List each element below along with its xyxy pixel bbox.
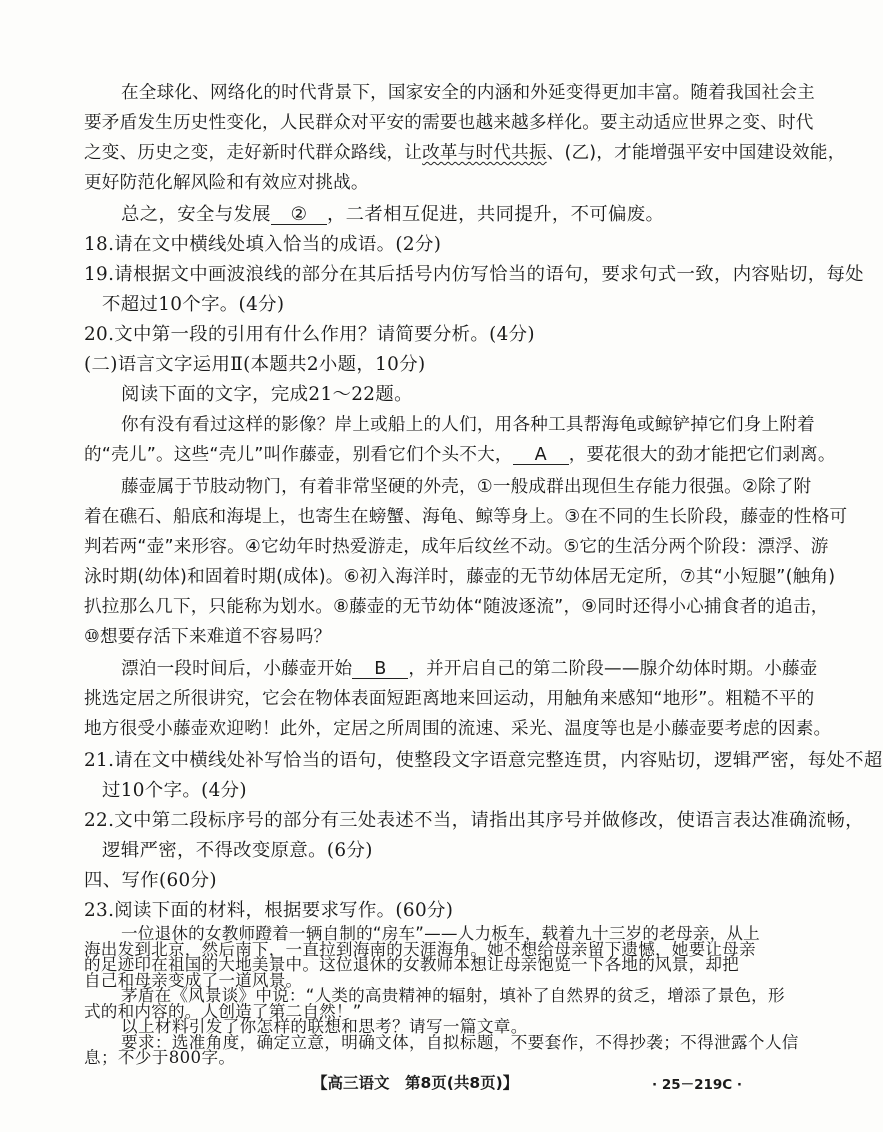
- question-19: 19.请根据文中画波浪线的部分在其后括号内仿写恰当的语句，要求句式一致，内容贴切，每处: [84, 264, 864, 285]
- passage-line: [84, 658, 818, 680]
- question-18: 18.请在文中横线处填入恰当的成语。(2分): [84, 234, 442, 255]
- passage-line: 地方很受小藤壶欢迎哟！此外，定居之所周围的流速、采光、温度等也是小藤壶要考虑的因素。: [84, 719, 832, 739]
- passage-line: [84, 142, 846, 164]
- text-span: 的“壳儿”。这些“壳儿”叫作藤壶，别看它们个头不大，: [84, 445, 513, 465]
- material-line: 的足迹印在祖国的大地美景中。这位退休的女教师本想让母亲饱览一下各地的风景，却把: [84, 955, 739, 974]
- question-22-cont: 逻辑严密，不得改变原意。(6分): [102, 840, 373, 861]
- prompt-line: 以上材料引发了你怎样的联想和思考？请写一篇文章。: [121, 1017, 528, 1036]
- wavy-underlined-text: 改革与时代共振: [422, 143, 547, 163]
- page-footer-code: · 25－219C ·: [652, 1077, 743, 1093]
- text-span: ，并开启自己的第二阶段——腺介幼体时期。小藤壶: [408, 659, 818, 679]
- instruction-line: 阅读下面的文字，完成21～22题。: [121, 384, 413, 405]
- question-21: 21.请在文中横线处补写恰当的语句，使整段文字语意完整连贯，内容贴切，逻辑严密，每处不超: [84, 750, 883, 771]
- passage-line: 判若两“壶”来形容。④它幼年时热爱游走，成年后纹丝不动。⑤它的生活分两个阶段：漂浮、游: [84, 537, 829, 557]
- question-21-cont: 过10个字。(4分): [102, 780, 247, 801]
- passage-line: ⑩想要存活下来难道不容易吗？: [84, 627, 332, 647]
- text-span: 之变、历史之变，走好新时代群众路线，让: [84, 143, 423, 163]
- passage-line: 要矛盾发生历史性变化，人民群众对平安的需要也越来越多样化。要主动适应世界之变、时代: [84, 113, 814, 133]
- answer-blank[interactable]: B: [352, 660, 408, 679]
- quote-line: 式的和内容的。人创造了第二自然！”: [84, 1001, 362, 1021]
- material-line: 一位退休的女教师蹬着一辆自制的“房车”——人力板车，载着九十三岁的老母亲，从上: [121, 924, 760, 943]
- material-line: 海出发到北京，然后南下，一直拉到海南的天涯海角。她不想给母亲留下遗憾，她要让母亲: [84, 939, 756, 959]
- requirements-line: 息；不少于800字。: [84, 1048, 236, 1067]
- passage-line: 着在礁石、船底和海堤上，也寄生在螃蟹、海龟、鲸等身上。③在不同的生长阶段，藤壶的性格可: [84, 507, 848, 527]
- question-20: 20.文中第一段的引用有什么作用？请简要分析。(4分): [84, 324, 535, 345]
- passage-line: 在全球化、网络化的时代背景下，国家安全的内涵和外延变得更加丰富。随着我国社会主: [121, 83, 815, 103]
- question-23: 23.阅读下面的材料，根据要求写作。(60分): [84, 900, 454, 921]
- section-heading: 四、写作(60分): [84, 870, 217, 891]
- section-heading: (二)语言文字运用Ⅱ(本题共2小题，10分): [84, 354, 426, 375]
- passage-line: 藤壶属于节肢动物门，有着非常坚硬的外壳，①一般成群出现但生存能力很强。②除了附: [121, 477, 812, 497]
- page-footer-label: 【高三语文 第8页(共8页)】: [312, 1074, 519, 1092]
- passage-line: 更好防范化解风险和有效应对挑战。: [84, 173, 369, 193]
- quote-line: 茅盾在《风景谈》中说：“人类的高贵精神的辐射，填补了自然界的贫乏，增添了景色，形: [121, 986, 785, 1005]
- passage-line: 泳时期(幼体)和固着时期(成体)。⑥初入海洋时，藤壶的无节幼体居无定所，⑦其“小短腿”(触角): [84, 567, 836, 587]
- passage-line: [84, 444, 836, 466]
- passage-line: 挑选定居之所很讲究，它会在物体表面短距离地来回运动，用触角来感知“地形”。粗糙不平的: [84, 689, 815, 709]
- answer-blank[interactable]: ②: [271, 206, 327, 225]
- text-span: 、(乙)，才能增强平安中国建设效能，: [546, 143, 846, 163]
- passage-line: [84, 204, 801, 226]
- passage-line: 扒拉那么几下，只能称为划水。⑧藤壶的无节幼体“随波逐流”，⑨同时还得小心捕食者的追击，: [84, 597, 829, 617]
- text-span: 漂泊一段时间后，小藤壶开始: [121, 659, 353, 679]
- requirements-line: 要求：选准角度，确定立意，明确文体，自拟标题，不要套作，不得抄袭；不得泄露个人信: [121, 1032, 799, 1052]
- text-span: 总之，安全与发展: [121, 204, 271, 225]
- answer-blank[interactable]: A: [513, 446, 569, 465]
- question-19-cont: 不超过10个字。(4分): [102, 294, 285, 315]
- text-span: ，要花很大的劲才能把它们剥离。: [568, 445, 836, 465]
- material-line: 自己和母亲变成了一道风景。: [84, 970, 303, 990]
- passage-line: 你有没有看过这样的影像？岸上或船上的人们，用各种工具帮海龟或鲸铲掉它们身上附着: [121, 415, 815, 435]
- question-22: 22.文中第二段标序号的部分有三处表述不当，请指出其序号并做修改，使语言表达准确流畅，: [84, 810, 864, 831]
- text-span: ，二者相互促进，共同提升，不可偏废。: [326, 204, 665, 225]
